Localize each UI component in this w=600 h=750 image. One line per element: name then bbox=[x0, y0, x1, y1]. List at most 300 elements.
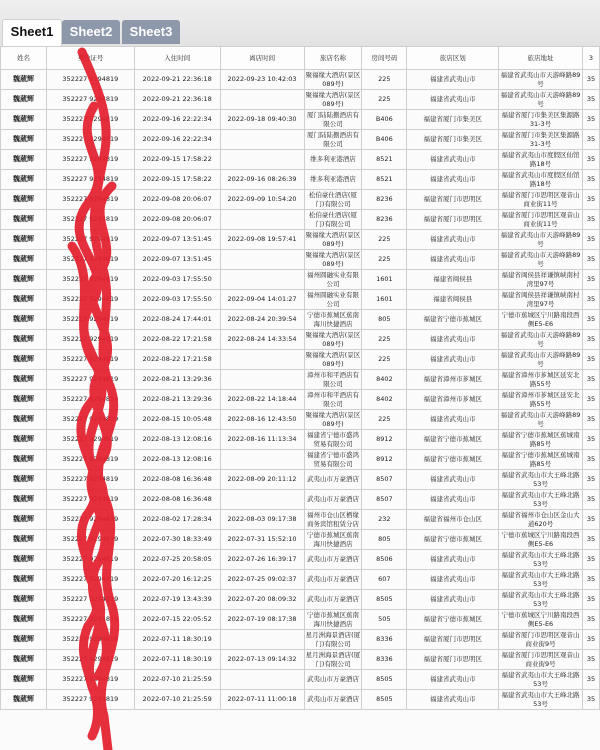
table-cell[interactable]: 225 bbox=[362, 70, 407, 90]
table-cell[interactable]: 35 bbox=[582, 190, 599, 210]
table-cell[interactable]: 2022-08-21 13:29:36 bbox=[134, 370, 220, 390]
table-cell[interactable]: 福建省漳州市芗城区延安北路55号 bbox=[499, 370, 583, 390]
table-cell[interactable] bbox=[220, 350, 304, 370]
table-cell[interactable]: 352227 9294819 bbox=[46, 210, 134, 230]
spreadsheet-grid[interactable] bbox=[0, 46, 600, 750]
table-cell[interactable] bbox=[220, 450, 304, 470]
table-cell[interactable]: 福建省武夷山市 bbox=[407, 550, 499, 570]
tab-sheet1[interactable]: Sheet1 bbox=[2, 19, 62, 47]
table-cell[interactable]: 35 bbox=[582, 310, 599, 330]
column-header[interactable]: 入住时间 bbox=[134, 47, 220, 70]
table-cell[interactable]: 352227 9294819 bbox=[46, 190, 134, 210]
table-cell[interactable]: 8236 bbox=[362, 190, 407, 210]
table-cell[interactable]: 福建省厦门市集美区 bbox=[407, 110, 499, 130]
table-cell[interactable]: 漳州市和平酒店有限公司 bbox=[304, 390, 362, 410]
table-cell[interactable]: 35 bbox=[582, 450, 599, 470]
table-cell[interactable]: 聚福缘大酒店(景区089号) bbox=[305, 230, 361, 248]
table-cell[interactable]: 福州圆融实业有限公司 bbox=[304, 270, 362, 290]
table-cell[interactable]: 1601 bbox=[362, 290, 407, 310]
table-cell[interactable]: 福建省武夷山市大王峰北路53号 bbox=[499, 590, 583, 610]
table-cell[interactable]: 武夷山市万豪酒店 bbox=[304, 570, 362, 590]
table-cell[interactable]: 魏葳辉 bbox=[1, 490, 47, 510]
table-cell[interactable]: 福建省武夷山市大王峰北路53号 bbox=[499, 470, 583, 490]
column-header[interactable]: 旅店区划 bbox=[407, 47, 499, 70]
table-cell[interactable]: 2022-08-08 16:36:48 bbox=[134, 470, 220, 490]
table-cell[interactable]: 福建省厦门市思明区 bbox=[407, 190, 499, 210]
table-cell[interactable]: 2022-09-08 19:57:41 bbox=[220, 230, 304, 250]
table-cell[interactable]: 2022-08-22 17:21:58 bbox=[134, 350, 220, 370]
table-cell[interactable]: 2022-08-24 17:44:01 bbox=[134, 310, 220, 330]
table-cell[interactable]: 352227 9294819 bbox=[46, 590, 134, 610]
table-cell[interactable]: 352227 9294819 bbox=[46, 150, 134, 170]
table-cell[interactable]: 2022-08-08 16:36:48 bbox=[134, 490, 220, 510]
table-cell[interactable]: 352227 9294819 bbox=[46, 330, 134, 350]
table-cell[interactable]: 福建省武夷山市大王峰北路53号 bbox=[499, 550, 583, 570]
column-header[interactable]: 旅店名称 bbox=[304, 47, 362, 70]
table-cell[interactable]: 宁德市蕉城区宁川路南段西侧E5-E6 bbox=[499, 530, 583, 550]
table-cell[interactable]: 8912 bbox=[362, 450, 407, 470]
table-cell[interactable]: 352227 9294819 bbox=[46, 450, 134, 470]
table-cell[interactable]: 福建省武夷山市 bbox=[407, 490, 499, 510]
table-cell[interactable]: 厦门陆陆捌酒店有限公司 bbox=[304, 110, 362, 130]
table-cell[interactable]: 2022-09-21 22:36:18 bbox=[134, 90, 220, 110]
table-cell[interactable]: 35 bbox=[582, 570, 599, 590]
table-cell[interactable]: 福建省厦门市集美区 bbox=[407, 130, 499, 150]
table-cell[interactable] bbox=[220, 670, 304, 690]
table-cell[interactable]: 2022-09-08 20:06:07 bbox=[134, 210, 220, 230]
table-cell[interactable]: 福建省福州市仓山区金山大道620号 bbox=[499, 510, 583, 530]
table-cell[interactable]: 2022-08-21 13:29:36 bbox=[134, 390, 220, 410]
table-cell[interactable]: 聚福缘大酒店(景区089号) bbox=[305, 70, 361, 88]
table-cell[interactable]: 福建省宁德市蕉城区 bbox=[407, 530, 499, 550]
table-cell[interactable]: 352227 9294819 bbox=[46, 270, 134, 290]
table-cell[interactable]: 福建省厦门市集美区集源路31-3号 bbox=[499, 130, 583, 150]
table-cell[interactable]: 352227 9294819 bbox=[46, 230, 134, 250]
table-cell[interactable]: 福建省闽侯县祥谦镇峡南村湾里97号 bbox=[499, 290, 583, 310]
table-cell[interactable]: 2022-09-03 17:55:50 bbox=[134, 290, 220, 310]
table-cell[interactable]: 35 bbox=[582, 390, 599, 410]
table-cell[interactable]: 魏葳辉 bbox=[1, 250, 47, 270]
table-cell[interactable] bbox=[220, 370, 304, 390]
table-cell[interactable]: 2022-08-22 17:21:58 bbox=[134, 330, 220, 350]
table-cell[interactable]: 魏葳辉 bbox=[1, 170, 47, 190]
table-cell[interactable]: 聚福缘大酒店(景区089号) bbox=[305, 350, 361, 368]
table-cell[interactable]: 聚福缘大酒店(景区089号) bbox=[305, 250, 361, 268]
table-cell[interactable]: 福建省武夷山市天游峰路89号 bbox=[499, 350, 583, 370]
table-cell[interactable]: 2022-07-11 11:00:18 bbox=[220, 690, 304, 710]
table-cell[interactable]: 福建省厦门市思明区 bbox=[407, 630, 499, 650]
table-cell[interactable]: 魏葳辉 bbox=[1, 690, 47, 710]
table-cell[interactable]: 607 bbox=[362, 570, 407, 590]
table-cell[interactable]: 352227 9294819 bbox=[46, 550, 134, 570]
table-cell[interactable]: 魏葳辉 bbox=[1, 590, 47, 610]
table-cell[interactable]: 2022-07-15 22:05:52 bbox=[134, 610, 220, 630]
column-header[interactable]: 3 bbox=[582, 47, 599, 70]
table-cell[interactable]: 2022-07-20 16:12:25 bbox=[134, 570, 220, 590]
table-cell[interactable]: 魏葳辉 bbox=[1, 210, 47, 230]
table-cell[interactable]: 福建省厦门市思明区观音山商业街11号 bbox=[499, 190, 583, 210]
table-cell[interactable]: 232 bbox=[362, 510, 407, 530]
table-cell[interactable]: 福建省厦门市思明区 bbox=[407, 650, 499, 670]
table-cell[interactable]: 魏葳辉 bbox=[1, 450, 47, 470]
table-cell[interactable]: 魏葳辉 bbox=[1, 270, 47, 290]
table-cell[interactable]: 35 bbox=[582, 90, 599, 110]
table-cell[interactable]: 魏葳辉 bbox=[1, 570, 47, 590]
table-cell[interactable]: 福建省武夷山市 bbox=[407, 570, 499, 590]
table-cell[interactable]: 福建省宁德市蕉城区 bbox=[407, 430, 499, 450]
table-cell[interactable]: 福建省福州市仓山区 bbox=[407, 510, 499, 530]
table-cell[interactable] bbox=[220, 210, 304, 230]
table-cell[interactable]: 2022-07-19 13:43:39 bbox=[134, 590, 220, 610]
table-cell[interactable]: 2022-08-13 12:08:16 bbox=[134, 450, 220, 470]
table-cell[interactable]: 352227 9294819 bbox=[46, 510, 134, 530]
table-cell[interactable]: 福建省武夷山市天游峰路89号 bbox=[499, 330, 583, 350]
table-cell[interactable]: 505 bbox=[362, 610, 407, 630]
table-cell[interactable]: 35 bbox=[582, 670, 599, 690]
table-cell[interactable]: 8507 bbox=[362, 470, 407, 490]
table-cell[interactable]: 2022-09-09 10:54:20 bbox=[220, 190, 304, 210]
table-cell[interactable]: 福建省武夷山市 bbox=[407, 230, 499, 250]
table-cell[interactable]: 宁德市蕉城区蕉南海川快捷酒店 bbox=[304, 310, 362, 330]
table-cell[interactable]: 8505 bbox=[362, 670, 407, 690]
table-cell[interactable]: 聚福缘大酒店(景区089号) bbox=[305, 410, 361, 428]
table-cell[interactable]: 福州市仓山区栖缘商务宾馆租赁分店 bbox=[304, 510, 362, 530]
table-cell[interactable]: 福建省武夷山市 bbox=[407, 70, 499, 90]
table-cell[interactable]: 武夷山市万豪酒店 bbox=[304, 590, 362, 610]
table-cell[interactable]: 352227 9294819 bbox=[46, 350, 134, 370]
table-cell[interactable]: 352227 9294819 bbox=[46, 310, 134, 330]
table-cell[interactable]: 352227 9294819 bbox=[46, 370, 134, 390]
table-cell[interactable]: 352227 9294819 bbox=[46, 290, 134, 310]
table-cell[interactable]: 35 bbox=[582, 430, 599, 450]
table-cell[interactable]: 805 bbox=[362, 310, 407, 330]
table-cell[interactable]: 35 bbox=[582, 110, 599, 130]
table-cell[interactable]: 魏葳辉 bbox=[1, 470, 47, 490]
table-cell[interactable]: 35 bbox=[582, 690, 599, 710]
table-cell[interactable]: 武夷山市万豪酒店 bbox=[304, 670, 362, 690]
table-cell[interactable]: 8507 bbox=[362, 490, 407, 510]
table-cell[interactable]: 35 bbox=[582, 130, 599, 150]
table-cell[interactable]: 魏葳辉 bbox=[1, 150, 47, 170]
table-cell[interactable] bbox=[220, 150, 304, 170]
table-cell[interactable]: 2022-09-07 13:51:45 bbox=[134, 230, 220, 250]
table-cell[interactable]: 2022-08-03 09:17:38 bbox=[220, 510, 304, 530]
table-cell[interactable]: 福建省厦门市思明区观音山商业街9号 bbox=[499, 650, 583, 670]
table-cell[interactable]: 2022-08-16 12:43:50 bbox=[220, 410, 304, 430]
table-cell[interactable]: 宁德市蕉城区蕉南海川快捷酒店 bbox=[304, 530, 362, 550]
table-cell[interactable]: 35 bbox=[582, 470, 599, 490]
table-cell[interactable]: 35 bbox=[582, 550, 599, 570]
table-cell[interactable]: 松伯豪仕酒店(厦门)有限公司 bbox=[304, 210, 362, 230]
table-cell[interactable]: 352227 9294819 bbox=[46, 410, 134, 430]
table-cell[interactable] bbox=[220, 490, 304, 510]
table-cell[interactable]: 805 bbox=[362, 530, 407, 550]
table-cell[interactable]: 2022-08-13 12:08:16 bbox=[134, 430, 220, 450]
table-cell[interactable]: 福建省厦门市思明区观音山商业街11号 bbox=[499, 210, 583, 230]
table-cell[interactable]: 福建省闽侯县 bbox=[407, 270, 499, 290]
table-cell[interactable]: 2022-09-16 08:26:39 bbox=[220, 170, 304, 190]
column-header[interactable]: 旅店地址 bbox=[499, 47, 583, 70]
table-cell[interactable]: 2022-09-16 22:22:34 bbox=[134, 130, 220, 150]
table-cell[interactable]: 352227 9294819 bbox=[46, 530, 134, 550]
table-cell[interactable]: 225 bbox=[362, 350, 407, 370]
table-cell[interactable]: 魏葳辉 bbox=[1, 350, 47, 370]
table-cell[interactable]: 福建省武夷山市天游峰路89号 bbox=[499, 410, 583, 430]
table-cell[interactable]: 35 bbox=[582, 590, 599, 610]
table-cell[interactable]: 星月洲海景酒店(厦门)有限公司 bbox=[305, 630, 361, 648]
table-cell[interactable]: 宁德市蕉城区宁川路南段西侧E5-E6 bbox=[499, 310, 583, 330]
table-cell[interactable]: 福建省宁德市蕉城区蕉城南路85号 bbox=[499, 430, 583, 450]
table-cell[interactable]: 魏葳辉 bbox=[1, 610, 47, 630]
table-cell[interactable] bbox=[220, 270, 304, 290]
table-cell[interactable]: 8506 bbox=[362, 550, 407, 570]
table-cell[interactable]: 福州圆融实业有限公司 bbox=[304, 290, 362, 310]
table-cell[interactable]: 225 bbox=[362, 330, 407, 350]
table-cell[interactable]: 8236 bbox=[362, 210, 407, 230]
table-cell[interactable]: 福建省闽侯县祥谦镇峡南村湾里97号 bbox=[499, 270, 583, 290]
table-cell[interactable]: 8336 bbox=[362, 630, 407, 650]
table-cell[interactable]: 福建省厦门市集美区集源路31-3号 bbox=[499, 110, 583, 130]
table-cell[interactable]: 35 bbox=[582, 170, 599, 190]
table-cell[interactable]: 35 bbox=[582, 510, 599, 530]
table-cell[interactable]: 2022-09-15 17:58:22 bbox=[134, 150, 220, 170]
table-cell[interactable]: 35 bbox=[582, 350, 599, 370]
table-cell[interactable]: 魏葳辉 bbox=[1, 130, 47, 150]
table-cell[interactable]: 2022-08-02 17:28:34 bbox=[134, 510, 220, 530]
table-cell[interactable]: 福建省武夷山市 bbox=[407, 410, 499, 430]
table-cell[interactable]: 2022-09-18 09:40:30 bbox=[220, 110, 304, 130]
table-cell[interactable]: B406 bbox=[362, 110, 407, 130]
table-cell[interactable]: 35 bbox=[582, 330, 599, 350]
table-cell[interactable]: 352227 9294819 bbox=[46, 70, 134, 90]
table-cell[interactable]: 35 bbox=[582, 210, 599, 230]
table-cell[interactable]: 2022-07-19 08:17:38 bbox=[220, 610, 304, 630]
table-cell[interactable]: 魏葳辉 bbox=[1, 110, 47, 130]
table-cell[interactable]: 8505 bbox=[362, 590, 407, 610]
table-cell[interactable]: 武夷山市万豪酒店 bbox=[304, 690, 362, 710]
table-cell[interactable]: 35 bbox=[582, 250, 599, 270]
table-cell[interactable]: 2022-08-22 14:18:44 bbox=[220, 390, 304, 410]
table-cell[interactable]: 352227 9294819 bbox=[46, 650, 134, 670]
table-cell[interactable]: 8505 bbox=[362, 690, 407, 710]
table-cell[interactable]: 魏葳辉 bbox=[1, 510, 47, 530]
table-cell[interactable]: 2022-09-23 10:42:03 bbox=[220, 70, 304, 90]
table-cell[interactable]: 2022-07-30 18:33:49 bbox=[134, 530, 220, 550]
table-cell[interactable]: 35 bbox=[582, 370, 599, 390]
table-cell[interactable]: 35 bbox=[582, 630, 599, 650]
table-cell[interactable]: 2022-09-03 17:55:50 bbox=[134, 270, 220, 290]
table-cell[interactable]: 魏葳辉 bbox=[1, 190, 47, 210]
column-header[interactable]: 身份证号 bbox=[46, 47, 134, 70]
table-cell[interactable]: 2022-07-10 21:25:59 bbox=[134, 690, 220, 710]
table-cell[interactable]: 福建省宁德市蕉城区 bbox=[407, 450, 499, 470]
table-cell[interactable]: 魏葳辉 bbox=[1, 370, 47, 390]
table-cell[interactable]: 2022-08-24 14:33:54 bbox=[220, 330, 304, 350]
table-cell[interactable]: 352227 9294819 bbox=[46, 630, 134, 650]
table-cell[interactable]: 福建省武夷山市 bbox=[407, 90, 499, 110]
table-cell[interactable]: 352227 9294819 bbox=[46, 110, 134, 130]
table-cell[interactable]: 福建省宁德市蕉城区 bbox=[407, 610, 499, 630]
table-cell[interactable]: 福建省武夷山市 bbox=[407, 330, 499, 350]
table-cell[interactable]: 魏葳辉 bbox=[1, 390, 47, 410]
table-cell[interactable]: 聚福缘大酒店(景区089号) bbox=[305, 90, 361, 108]
table-cell[interactable]: 福建省武夷山市 bbox=[407, 250, 499, 270]
table-cell[interactable]: 福建省厦门市思明区观音山商业街9号 bbox=[499, 630, 583, 650]
table-cell[interactable]: 2022-07-25 09:02:37 bbox=[220, 570, 304, 590]
table-cell[interactable]: 福建省漳州市芗城区延安北路55号 bbox=[499, 390, 583, 410]
table-cell[interactable]: 2022-08-15 10:05:48 bbox=[134, 410, 220, 430]
table-cell[interactable]: 魏葳辉 bbox=[1, 430, 47, 450]
table-cell[interactable]: 2022-09-04 14:01:27 bbox=[220, 290, 304, 310]
table-cell[interactable]: 8336 bbox=[362, 650, 407, 670]
table-cell[interactable]: 35 bbox=[582, 410, 599, 430]
table-cell[interactable]: 35 bbox=[582, 230, 599, 250]
table-cell[interactable]: 35 bbox=[582, 490, 599, 510]
table-cell[interactable]: 厦门陆陆捌酒店有限公司 bbox=[304, 130, 362, 150]
table-cell[interactable]: 2022-07-20 08:09:32 bbox=[220, 590, 304, 610]
table-cell[interactable]: 35 bbox=[582, 290, 599, 310]
table-cell[interactable]: 福建省宁德市盛鸿贸易有限公司 bbox=[304, 430, 362, 450]
table-cell[interactable]: 2022-09-21 22:36:18 bbox=[134, 70, 220, 90]
table-cell[interactable]: 武夷山市万豪酒店 bbox=[304, 490, 362, 510]
table-cell[interactable] bbox=[220, 90, 304, 110]
table-cell[interactable]: 352227 9294819 bbox=[46, 390, 134, 410]
tab-sheet3[interactable]: Sheet3 bbox=[122, 20, 180, 44]
table-cell[interactable]: 魏葳辉 bbox=[1, 230, 47, 250]
column-header[interactable]: 房间号码 bbox=[362, 47, 407, 70]
table-cell[interactable]: 魏葳辉 bbox=[1, 70, 47, 90]
table-cell[interactable]: 225 bbox=[362, 250, 407, 270]
table-cell[interactable]: 352227 9294819 bbox=[46, 170, 134, 190]
table-cell[interactable]: 魏葳辉 bbox=[1, 670, 47, 690]
table-cell[interactable]: 宁德市蕉城区宁川路南段西侧E5-E6 bbox=[499, 610, 583, 630]
table-cell[interactable]: 福建省武夷山市 bbox=[407, 690, 499, 710]
table-cell[interactable]: 352227 9294819 bbox=[46, 470, 134, 490]
table-cell[interactable]: 8402 bbox=[362, 370, 407, 390]
table-cell[interactable]: 福建省武夷山市 bbox=[407, 350, 499, 370]
table-cell[interactable]: 35 bbox=[582, 530, 599, 550]
table-cell[interactable]: 福建省武夷山市度假区仙馆路18号 bbox=[499, 170, 583, 190]
table-cell[interactable]: 福建省武夷山市大王峰北路53号 bbox=[499, 570, 583, 590]
table-cell[interactable]: 225 bbox=[362, 410, 407, 430]
table-cell[interactable]: 2022-08-16 11:13:34 bbox=[220, 430, 304, 450]
table-cell[interactable]: 星月洲海景酒店(厦门)有限公司 bbox=[305, 650, 361, 668]
table-cell[interactable]: 2022-09-15 17:58:22 bbox=[134, 170, 220, 190]
table-cell[interactable]: 宁德市蕉城区蕉南海川快捷酒店 bbox=[304, 610, 362, 630]
table-cell[interactable]: 2022-09-07 13:51:45 bbox=[134, 250, 220, 270]
table-cell[interactable]: 福建省武夷山市大王峰北路53号 bbox=[499, 690, 583, 710]
table-cell[interactable]: 福建省武夷山市 bbox=[407, 670, 499, 690]
table-cell[interactable]: 魏葳辉 bbox=[1, 410, 47, 430]
table-cell[interactable]: 352227 9294819 bbox=[46, 490, 134, 510]
table-cell[interactable]: 2022-09-16 22:22:34 bbox=[134, 110, 220, 130]
table-cell[interactable]: 福建省武夷山市 bbox=[407, 590, 499, 610]
table-cell[interactable]: 福建省武夷山市天游峰路89号 bbox=[499, 250, 583, 270]
table-cell[interactable]: 2022-09-08 20:06:07 bbox=[134, 190, 220, 210]
table-cell[interactable] bbox=[220, 250, 304, 270]
table-cell[interactable]: 2022-07-11 18:30:19 bbox=[134, 650, 220, 670]
table-cell[interactable]: 聚福缘大酒店(景区089号) bbox=[305, 330, 361, 348]
table-cell[interactable]: 352227 9294819 bbox=[46, 670, 134, 690]
table-cell[interactable]: 福建省漳州市芗城区 bbox=[407, 390, 499, 410]
table-cell[interactable]: 福建省闽侯县 bbox=[407, 290, 499, 310]
table-cell[interactable]: 武夷山市万豪酒店 bbox=[304, 550, 362, 570]
table-cell[interactable]: 魏葳辉 bbox=[1, 310, 47, 330]
table-cell[interactable]: 352227 9294819 bbox=[46, 250, 134, 270]
table-cell[interactable]: 魏葳辉 bbox=[1, 530, 47, 550]
table-cell[interactable]: 魏葳辉 bbox=[1, 630, 47, 650]
table-cell[interactable]: 2022-08-24 20:39:54 bbox=[220, 310, 304, 330]
table-cell[interactable]: 魏葳辉 bbox=[1, 90, 47, 110]
table-cell[interactable]: 35 bbox=[582, 150, 599, 170]
table-cell[interactable]: 漳州市和平酒店有限公司 bbox=[304, 370, 362, 390]
table-cell[interactable]: 35 bbox=[582, 270, 599, 290]
table-cell[interactable] bbox=[220, 130, 304, 150]
table-cell[interactable]: 8521 bbox=[362, 170, 407, 190]
table-cell[interactable]: 352227 9294819 bbox=[46, 690, 134, 710]
table-cell[interactable]: 2022-07-11 18:30:19 bbox=[134, 630, 220, 650]
table-cell[interactable]: 福建省宁德市蕉城区 bbox=[407, 310, 499, 330]
table-cell[interactable]: 35 bbox=[582, 650, 599, 670]
table-cell[interactable]: 352227 9294819 bbox=[46, 130, 134, 150]
table-cell[interactable]: 352227 9294819 bbox=[46, 570, 134, 590]
table-cell[interactable]: 8912 bbox=[362, 430, 407, 450]
column-header[interactable]: 姓名 bbox=[1, 47, 47, 70]
table-cell[interactable]: 225 bbox=[362, 90, 407, 110]
table-cell[interactable]: 352227 9294819 bbox=[46, 90, 134, 110]
table-cell[interactable]: 2022-07-13 09:14:32 bbox=[220, 650, 304, 670]
table-cell[interactable]: 1601 bbox=[362, 270, 407, 290]
table-cell[interactable]: 225 bbox=[362, 230, 407, 250]
table-cell[interactable]: 维多利亚港酒店 bbox=[304, 170, 362, 190]
table-cell[interactable]: 福建省宁德市蕉城区蕉城南路85号 bbox=[499, 450, 583, 470]
column-header[interactable]: 离店时间 bbox=[220, 47, 304, 70]
table-cell[interactable]: 福建省武夷山市度假区仙馆路18号 bbox=[499, 150, 583, 170]
tab-sheet2[interactable]: Sheet2 bbox=[62, 20, 120, 44]
table-cell[interactable]: 福建省厦门市思明区 bbox=[407, 210, 499, 230]
table-cell[interactable]: 武夷山市万豪酒店 bbox=[304, 470, 362, 490]
table-cell[interactable]: 福建省漳州市芗城区 bbox=[407, 370, 499, 390]
table-cell[interactable]: 福建省武夷山市天游峰路89号 bbox=[499, 90, 583, 110]
table-cell[interactable]: 福建省武夷山市大王峰北路53号 bbox=[499, 670, 583, 690]
table-cell[interactable]: 福建省宁德市盛鸿贸易有限公司 bbox=[304, 450, 362, 470]
table-cell[interactable]: 35 bbox=[582, 610, 599, 630]
table-cell[interactable]: 8521 bbox=[362, 150, 407, 170]
table-cell[interactable]: 福建省武夷山市 bbox=[407, 150, 499, 170]
table-cell[interactable]: 魏葳辉 bbox=[1, 550, 47, 570]
table-cell[interactable]: 352227 9294819 bbox=[46, 610, 134, 630]
table-cell[interactable]: 魏葳辉 bbox=[1, 290, 47, 310]
table-cell[interactable]: 2022-07-26 16:39:17 bbox=[220, 550, 304, 570]
table-cell[interactable]: 松伯豪仕酒店(厦门)有限公司 bbox=[304, 190, 362, 210]
table-cell[interactable]: 352227 9294819 bbox=[46, 430, 134, 450]
table-cell[interactable]: 福建省武夷山市大王峰北路53号 bbox=[499, 490, 583, 510]
table-cell[interactable]: 35 bbox=[582, 70, 599, 90]
table-cell[interactable]: 福建省武夷山市 bbox=[407, 470, 499, 490]
table-cell[interactable]: 2022-07-31 15:52:10 bbox=[220, 530, 304, 550]
table-cell[interactable]: 维多利亚港酒店 bbox=[304, 150, 362, 170]
table-cell[interactable]: 福建省武夷山市 bbox=[407, 170, 499, 190]
table-cell[interactable]: 福建省武夷山市天游峰路89号 bbox=[499, 230, 583, 250]
table-cell[interactable]: 福建省武夷山市天游峰路89号 bbox=[499, 70, 583, 90]
table-cell[interactable]: 魏葳辉 bbox=[1, 650, 47, 670]
table-cell[interactable]: 2022-07-25 20:58:05 bbox=[134, 550, 220, 570]
table-cell[interactable]: 2022-08-09 20:11:12 bbox=[220, 470, 304, 490]
table-cell[interactable]: 魏葳辉 bbox=[1, 330, 47, 350]
table-cell[interactable] bbox=[220, 630, 304, 650]
table-cell[interactable]: 2022-07-10 21:25:59 bbox=[134, 670, 220, 690]
table-cell[interactable]: 8402 bbox=[362, 390, 407, 410]
